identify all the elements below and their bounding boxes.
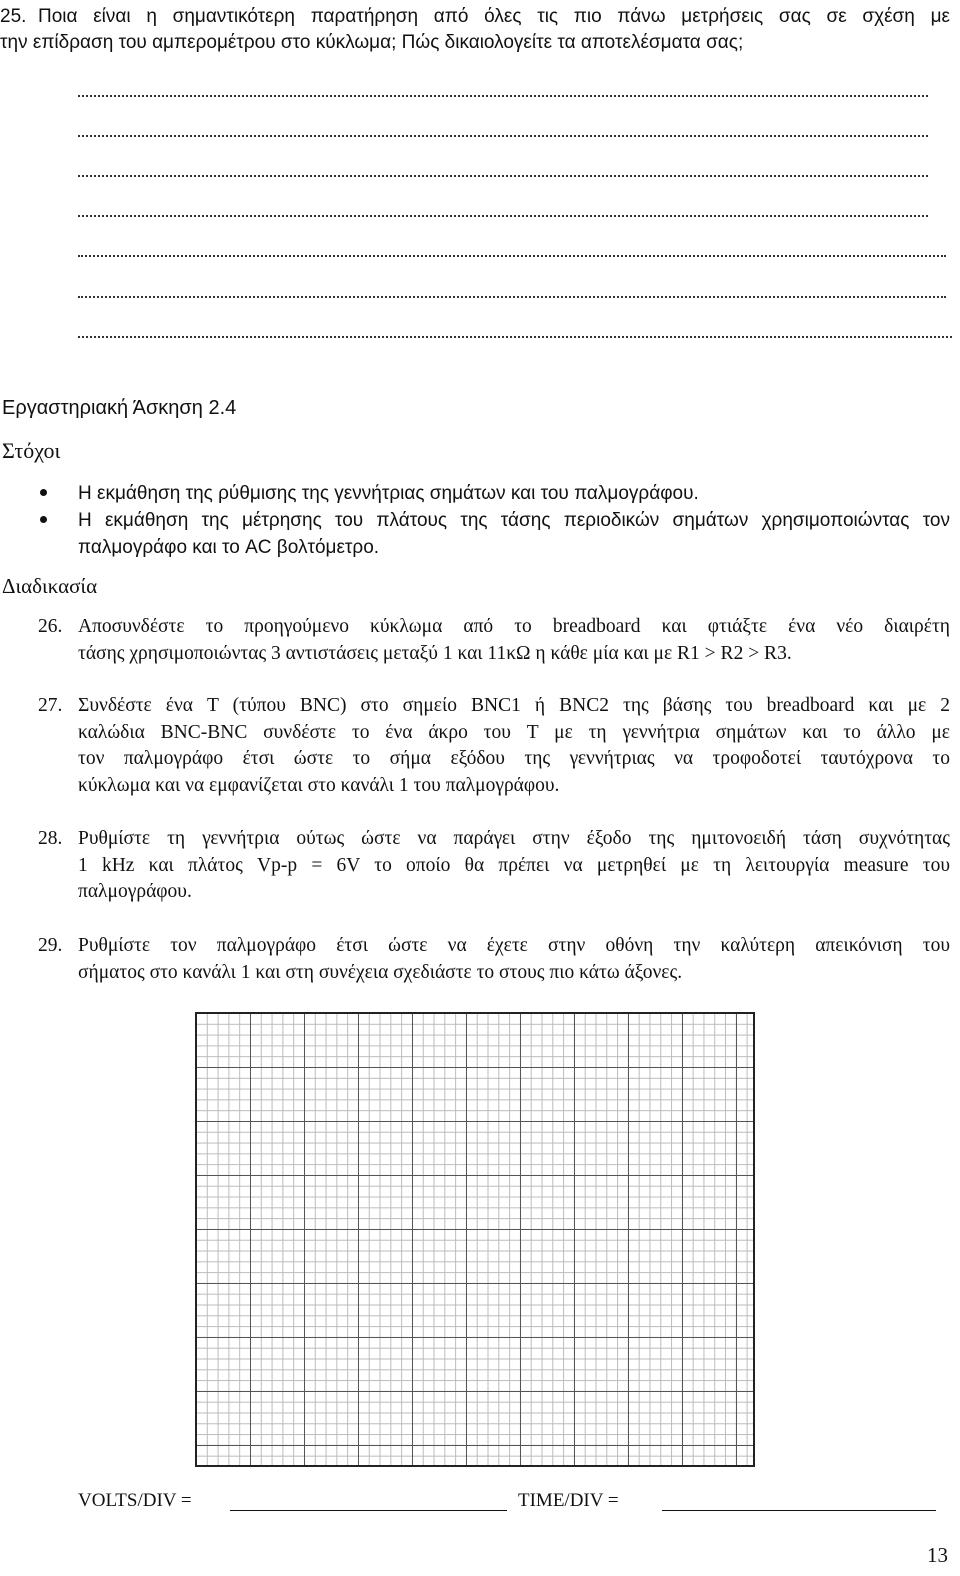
step-text-line: Ρυθμίστε τον παλμογράφο έτσι ώστε να έχετε στην οθόνη την καλύτερη απεικόνιση του [78, 935, 950, 956]
step-text-line: κύκλωμα και να εμφανίζεται στο κανάλι 1 του παλμογράφου. [78, 774, 560, 796]
bullet-icon [40, 489, 47, 496]
time-div-label: TIME/DIV = [518, 1490, 619, 1511]
goal-item-1: Η εκμάθηση της ρύθμισης της γεννήτριας σημάτων και του παλμογράφου. [78, 483, 699, 504]
goal-item-2-line-1: Η εκμάθηση της μέτρησης του πλάτους της τάσης περιοδικών σημάτων χρησιμοποιώντας τον [78, 510, 950, 531]
question-text-line-1: Ποια είναι η σημαντικότερη παρατήρηση από όλες τις πιο πάνω μετρήσεις σας σε σχέση με [38, 6, 950, 27]
question-text-line-2: την επίδραση του αμπερομέτρου στο κύκλωμα; Πώς δικαιολογείτε τα αποτελέσματα σας; [0, 32, 744, 53]
answer-line[interactable] [78, 336, 952, 338]
step-text-line: παλμογράφου. [78, 881, 192, 902]
exercise-title: Εργαστηριακή Άσκηση 2.4 [2, 397, 237, 419]
goals-heading: Στόχοι [2, 438, 61, 463]
step-number: 29. [38, 935, 63, 956]
answer-line[interactable] [78, 135, 928, 137]
volts-div-label: VOLTS/DIV = [78, 1490, 192, 1511]
step-number: 27. [38, 695, 63, 716]
answer-line[interactable] [78, 255, 946, 257]
oscilloscope-grid[interactable] [195, 1012, 755, 1467]
step-text-line: τάσης χρησιμοποιώντας 3 αντιστάσεις μεταξύ 1 και 11κΩ η κάθε μία και με R1 > R2 > R3. [78, 642, 792, 664]
step-text-line: καλώδια BNC-BNC συνδέστε το ένα άκρο του T με τη γεννήτρια σημάτων και το άλλο με [78, 721, 950, 743]
step-number: 26. [38, 616, 63, 637]
volts-div-field[interactable] [230, 1510, 507, 1511]
bullet-icon [40, 516, 47, 523]
answer-line[interactable] [78, 175, 928, 177]
procedure-heading: Διαδικασία [2, 574, 98, 598]
step-text-line: σήματος στο κανάλι 1 και στη συνέχεια σχεδιάστε το στους πιο κάτω άξονες. [78, 961, 683, 983]
goal-item-2-line-2: παλμογράφο και το AC βολτόμετρο. [78, 537, 380, 558]
page-number: 13 [927, 1543, 948, 1567]
question-number: 25. [0, 6, 27, 27]
step-text-line: 1 kHz και πλάτος Vp-p = 6V το οποίο θα πρέπει να μετρηθεί με τη λειτουργία measure του [78, 854, 950, 876]
answer-line[interactable] [78, 95, 928, 97]
step-number: 28. [38, 828, 63, 849]
time-div-field[interactable] [662, 1510, 936, 1511]
answer-line[interactable] [78, 296, 946, 298]
step-text-line: Ρυθμίστε τη γεννήτρια ούτως ώστε να παράγει στην έξοδο της ημιτονοειδή τάση συχνότητας [78, 828, 950, 849]
step-text-line: τον παλμογράφο έτσι ώστε το σήμα εξόδου της γεννήτριας να τροφοδοτεί ταυτόχρονα το [78, 748, 950, 769]
step-text-line: Αποσυνδέστε το προηγούμενο κύκλωμα από το breadboard και φτιάξτε ένα νέο διαιρέτη [78, 616, 950, 637]
step-text-line: Συνδέστε ένα T (τύπου BNC) στο σημείο BNC1 ή BNC2 της βάσης του breadboard και με 2 [78, 695, 950, 716]
answer-line[interactable] [78, 215, 928, 217]
